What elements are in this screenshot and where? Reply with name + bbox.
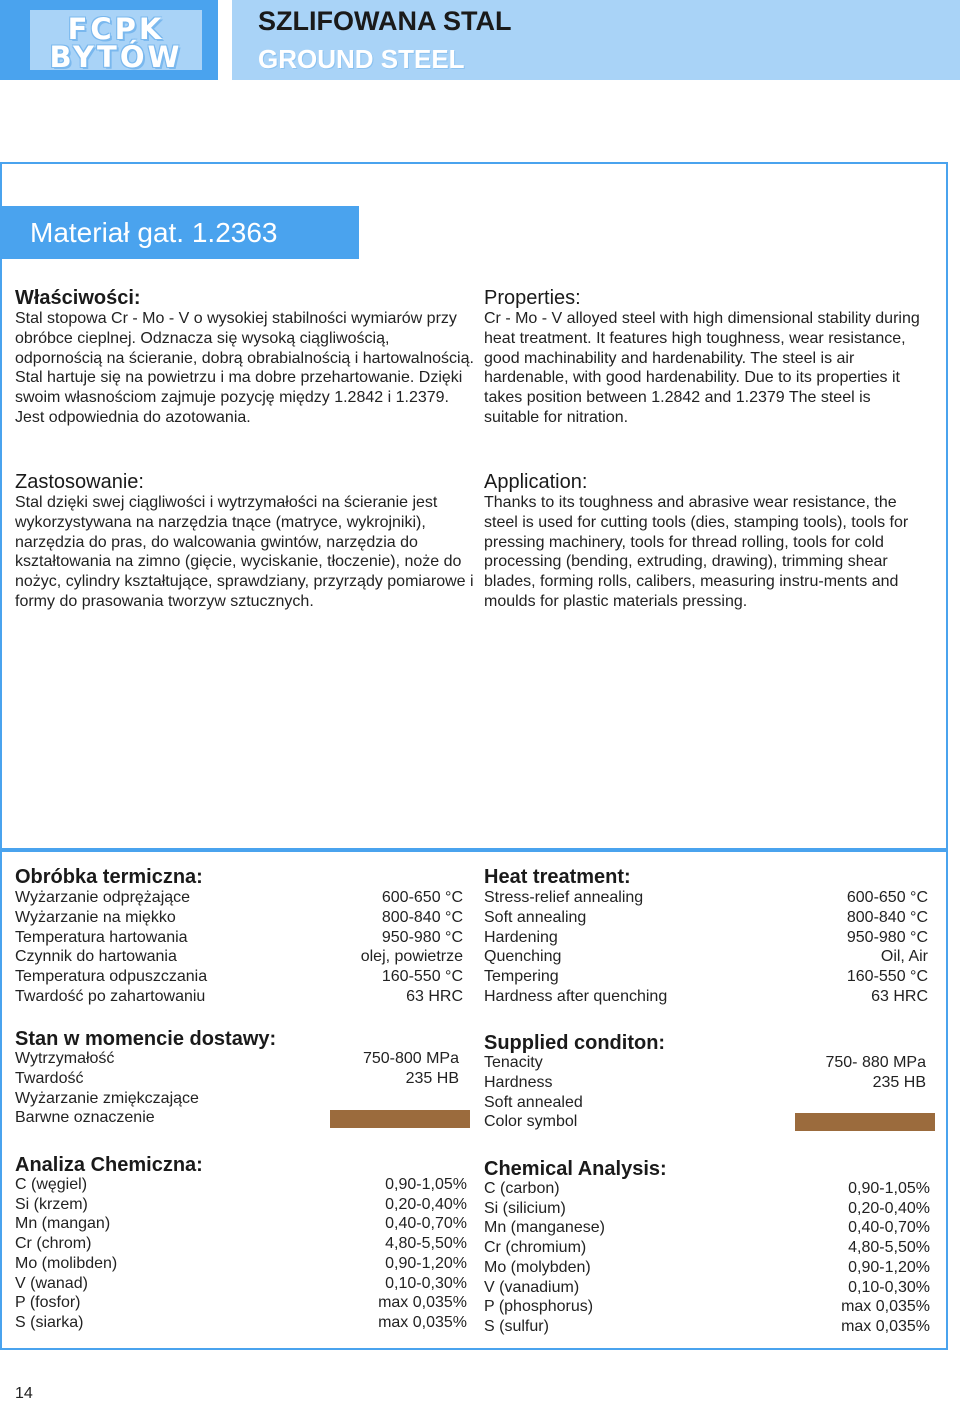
table-row (484, 1258, 930, 1278)
table-row (15, 1293, 467, 1313)
row-label: V (wanad) (15, 1274, 88, 1292)
row-value: max 0,035% (378, 1294, 467, 1312)
row-value: 0,20-0,40% (385, 1195, 467, 1213)
supplied-heading-en: Supplied conditon: (484, 1032, 666, 1054)
row-label: Soft annealing (484, 908, 587, 926)
table-row (484, 1278, 930, 1298)
row-label: Mn (manganese) (484, 1219, 605, 1237)
row-label: Mo (molybden) (484, 1258, 591, 1276)
page-number: 14 (15, 1385, 33, 1402)
table-row (15, 1254, 467, 1274)
logo-line-2: BYTÓW (49, 40, 183, 74)
heat-treatment-heading-pl: Obróbka termiczna: (15, 866, 203, 888)
table-row (484, 928, 928, 948)
table-row (484, 888, 928, 908)
chemical-heading-en: Chemical Analysis: (484, 1158, 667, 1180)
row-label: V (vanadium) (484, 1278, 580, 1296)
table-row (484, 908, 928, 928)
row-value: 0,20-0,40% (848, 1199, 930, 1217)
row-value: max 0,035% (378, 1313, 467, 1331)
row-label: Quenching (484, 948, 562, 966)
row-value: 0,90-1,20% (385, 1254, 467, 1272)
heat-treatment-table-pl (15, 888, 463, 1008)
row-value: max 0,035% (841, 1298, 930, 1316)
row-label: Twardość po zahartowaniu (15, 988, 206, 1005)
row-label: Color symbol (484, 1113, 578, 1131)
table-row (484, 1238, 930, 1258)
row-label: Mn (mangan) (15, 1215, 111, 1233)
row-label: Twardość (15, 1069, 84, 1087)
row-label: Wyżarzanie odprężające (15, 889, 191, 906)
row-value: 0,10-0,30% (385, 1274, 467, 1292)
table-row (15, 1234, 467, 1254)
application-text-en: Thanks to its toughness and abrasive wear resistance, the steel is used for cutting tools (dies, stamping tools), tools for pressing machinery, tools for thread rolling, tools for cold processing (bending, extruding, drawing), trimming shear blades, forming rolls, calibers, measuring instru-ments and moulds for plastic materials pressing. (484, 494, 909, 610)
row-value: 950-980 °C (381, 928, 463, 946)
table-row (484, 1218, 930, 1238)
row-label: Czynnik do hartowania (15, 948, 177, 966)
row-label: Mo (molibden) (15, 1254, 118, 1272)
row-value: 0,10-0,30% (848, 1278, 930, 1296)
row-label: Tenacity (484, 1054, 543, 1071)
row-label: C (carbon) (484, 1180, 560, 1197)
application-heading-pl: Zastosowanie: (15, 471, 144, 493)
row-label: S (siarka) (15, 1313, 84, 1331)
row-value: 600-650 °C (381, 889, 463, 906)
page-title-pl: SZLIFOWANA STAL (258, 6, 512, 36)
chemical-table-en (484, 1179, 930, 1339)
table-row (15, 1089, 459, 1109)
row-label: S (sulfur) (484, 1317, 549, 1335)
row-label: Wyżarzanie zmiękczające (15, 1089, 199, 1107)
row-value: 0,40-0,70% (848, 1219, 930, 1237)
heat-treatment-table-en (484, 888, 928, 1008)
row-value: 750- 880 MPa (825, 1054, 926, 1071)
row-value: Oil, Air (880, 948, 928, 966)
page-title-en: GROUND STEEL (258, 44, 465, 74)
color-symbol-swatch-pl (330, 1110, 470, 1128)
row-value: 4,80-5,50% (848, 1239, 930, 1257)
row-label: Wyżarzanie na miękko (15, 908, 176, 926)
application-text-pl: Stal dzięki swej ciągliwości i wytrzymałości na ścieranie jest wykorzystywana na narzędzia tnące (matryce, wykrojniki), narzędzia do pras, do walcowania gwintów, narzędzia do kształtowania na zimno (gięcie, wyciskanie, tłoczenie), noże do nożyc, cylindry kształtujące, sprawdziany, przyrządy pomiarowe i formy do prasowania tworzyw sztucznych. (15, 494, 474, 610)
row-label: C (węgiel) (15, 1176, 88, 1193)
row-value: 750-800 MPa (362, 1050, 459, 1067)
application-pl (15, 471, 475, 612)
row-value: 4,80-5,50% (385, 1235, 467, 1253)
properties-text-en: Cr - Mo - V alloyed steel with high dimensional stability during heat treatment. It features high toughness, wear resistance, good machinability and hardenability. The steel is air hardenable, with good hardenability. Due to its properties it takes position between 1.2842 and 1.2379 The steel is suitable for nitration. (484, 310, 920, 426)
row-label: Tempering (484, 968, 559, 986)
company-logo (30, 10, 202, 74)
row-value: 0,90-1,05% (848, 1180, 930, 1197)
table-row (15, 1069, 459, 1089)
row-value: 950-980 °C (846, 928, 928, 946)
table-row (484, 1317, 930, 1337)
table-row (484, 1093, 926, 1113)
table-row (484, 1053, 926, 1073)
table-row (15, 1214, 467, 1234)
chemical-table-pl (15, 1175, 467, 1335)
row-label: Wytrzymałość (15, 1050, 115, 1067)
row-label: Si (krzem) (15, 1195, 88, 1213)
row-value: 63 HRC (406, 988, 463, 1005)
row-value: 0,40-0,70% (385, 1215, 467, 1233)
row-label: P (fosfor) (15, 1294, 81, 1312)
table-row (484, 1073, 926, 1093)
row-value: 235 HB (405, 1069, 459, 1087)
table-row (15, 947, 463, 967)
table-row (484, 1179, 930, 1199)
row-value: 160-550 °C (846, 968, 928, 986)
table-row (15, 987, 463, 1007)
row-label: Barwne oznaczenie (15, 1109, 155, 1127)
row-value: 63 HRC (871, 988, 928, 1005)
row-value: 160-550 °C (381, 968, 463, 986)
table-row (484, 1199, 930, 1219)
table-row (484, 967, 928, 987)
table-row (15, 967, 463, 987)
table-row (484, 1297, 930, 1317)
row-label: Hardness after quenching (484, 988, 668, 1005)
properties-pl (15, 287, 475, 428)
row-label: Cr (chrom) (15, 1235, 92, 1253)
row-value: 800-840 °C (846, 908, 928, 926)
row-value: 600-650 °C (846, 889, 928, 906)
row-value: 0,90-1,05% (385, 1176, 467, 1193)
properties-heading-en: Properties: (484, 287, 581, 309)
row-label: Stress-relief annealing (484, 889, 644, 906)
table-row (15, 1175, 467, 1195)
table-row (15, 1195, 467, 1215)
table-row (15, 908, 463, 928)
application-en (484, 471, 924, 612)
table-row (484, 987, 928, 1007)
properties-text-pl: Stal stopowa Cr - Mo - V o wysokiej stabilności wymiarów przy obróbce cieplnej. Odznacza się wysoką ciągliwością, odpornością na ścieranie, dobrą obrabialnością i hartowalnością. Stal hartuje się na powietrzu i ma dobre przehartowanie. Dzięki swoim własnościom zajmuje pozycję między 1.2842 i 1.2379. Jest odpowiednia do azotowania. (15, 310, 474, 426)
row-value: 800-840 °C (381, 908, 463, 926)
row-label: P (phosphorus) (484, 1298, 594, 1316)
table-row (15, 888, 463, 908)
row-label: Cr (chromium) (484, 1239, 587, 1257)
row-value: max 0,035% (841, 1317, 930, 1335)
row-value: 235 HB (872, 1073, 926, 1091)
table-row (15, 1274, 467, 1294)
row-value: olej, powietrze (360, 948, 463, 966)
chemical-heading-pl: Analiza Chemiczna: (15, 1154, 203, 1176)
heat-treatment-heading-en: Heat treatment: (484, 866, 631, 888)
row-label: Hardening (484, 928, 558, 946)
logo-line-1: FCPK (67, 12, 165, 46)
properties-en (484, 287, 924, 428)
row-label: Temperatura hartowania (15, 928, 188, 946)
row-label: Hardness (484, 1073, 553, 1091)
material-grade: Materiał gat. 1.2363 (30, 217, 278, 248)
supplied-heading-pl: Stan w momencie dostawy: (15, 1028, 277, 1050)
properties-heading-pl: Właściwości: (15, 287, 141, 309)
color-symbol-swatch-en (795, 1113, 935, 1131)
table-row (15, 1313, 467, 1333)
table-row (15, 928, 463, 948)
table-row (15, 1049, 459, 1069)
row-label: Soft annealed (484, 1093, 583, 1111)
row-label: Si (silicium) (484, 1199, 566, 1217)
row-label: Temperatura odpuszczania (15, 968, 208, 986)
row-value: 0,90-1,20% (848, 1258, 930, 1276)
application-heading-en: Application: (484, 471, 588, 493)
table-row (484, 947, 928, 967)
